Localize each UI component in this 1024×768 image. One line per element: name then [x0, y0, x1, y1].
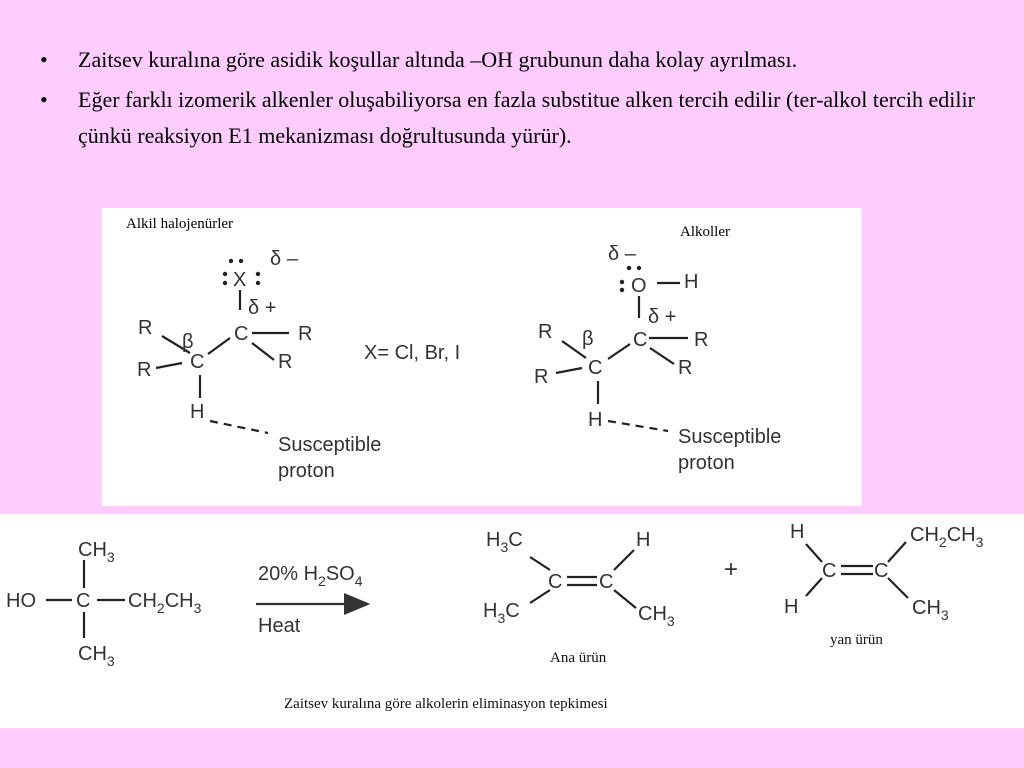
alpha-carbon-left: C — [234, 323, 249, 345]
side-product-carbon-right: C — [874, 560, 889, 582]
delta-minus-right: δ – — [608, 243, 636, 265]
r-group: R — [138, 317, 153, 339]
reagent-acid: 20% $H_2SO_4$ — [258, 563, 363, 589]
bullet-item — [40, 44, 1000, 76]
halogen-note: X= Cl, Br, I — [364, 342, 461, 364]
h-atom-right: H — [588, 409, 603, 431]
susceptible-label-right: Susceptible — [678, 426, 782, 448]
h-atom-hydroxyl: H — [684, 271, 699, 293]
side-product-h-bottom: H — [784, 596, 799, 618]
side-product-ethyl: $CH_2CH_3$ — [910, 524, 984, 550]
bullet-item — [40, 82, 1000, 154]
beta-left: β — [182, 331, 194, 353]
mechanism-figure — [102, 208, 862, 506]
bullet-marker: • — [40, 87, 48, 112]
alpha-carbon-right: C — [633, 329, 648, 351]
beta-right: β — [582, 328, 594, 350]
main-product-carbon-right: C — [599, 571, 614, 593]
susceptible-label-right-2: proton — [678, 452, 735, 474]
bullet-marker: • — [40, 47, 48, 72]
susceptible-label-left-2: proton — [278, 460, 335, 482]
reaction-figure — [0, 514, 1024, 728]
reactant-ho: HO — [6, 590, 36, 612]
reaction-svg — [0, 514, 1024, 728]
main-product-h: H — [636, 529, 651, 551]
r-group: R — [137, 359, 152, 381]
reactant-ch3-top: $CH_3$ — [78, 539, 115, 565]
delta-minus-left: δ – — [270, 248, 298, 270]
reagent-heat: Heat — [258, 615, 301, 637]
side-product-h-top: H — [790, 521, 805, 543]
r-group: R — [298, 323, 313, 345]
alkyl-halide-title: Alkil halojenürler — [126, 216, 234, 232]
main-product-h3c-top: $H_3C$ — [486, 529, 523, 555]
bullet-list — [40, 44, 1000, 160]
main-product-label: Ana ürün — [550, 650, 607, 666]
reactant-ch3-bottom: $CH_3$ — [78, 643, 115, 669]
atom-o: O — [631, 275, 647, 297]
delta-plus-right: δ + — [648, 306, 677, 328]
reactant-ethyl: $CH_2CH_3$ — [128, 590, 202, 616]
reaction-caption: Zaitsev kuralına göre alkolerin eliminasyon tepkimesi — [284, 696, 608, 712]
reactant-central-carbon: C — [76, 590, 91, 612]
plus-sign: + — [724, 556, 739, 583]
beta-carbon-right: C — [588, 357, 603, 379]
r-group: R — [538, 321, 553, 343]
mechanism-svg — [102, 208, 862, 506]
delta-plus-left: δ + — [248, 297, 277, 319]
h-atom-left: H — [190, 401, 205, 423]
side-product-ch3: $CH_3$ — [912, 597, 949, 623]
main-product-h3c-bottom: $H_3C$ — [483, 600, 520, 626]
susceptible-label-left: Susceptible — [278, 434, 382, 456]
r-group: R — [694, 329, 709, 351]
r-group: R — [278, 351, 293, 373]
bullet-text: Eğer farklı izomerik alkenler oluşabiliyorsa en fazla substitue alken tercih edilir (ter-alkol tercih edilir çünkü reaksiyon E1 mekanizması doğrultusunda yürür). — [78, 87, 975, 148]
side-product-label: yan ürün — [830, 632, 883, 648]
side-product-carbon-left: C — [822, 560, 837, 582]
bullet-text: Zaitsev kuralına göre asidik koşullar altında –OH grubunun daha kolay ayrılması. — [78, 47, 798, 72]
main-product-ch3: $CH_3$ — [638, 603, 675, 629]
beta-carbon-left: C — [190, 351, 205, 373]
main-product-carbon-left: C — [548, 571, 563, 593]
alcohols-title: Alkoller — [680, 224, 730, 240]
r-group: R — [534, 366, 549, 388]
r-group: R — [678, 357, 693, 379]
atom-x: X — [233, 269, 247, 291]
